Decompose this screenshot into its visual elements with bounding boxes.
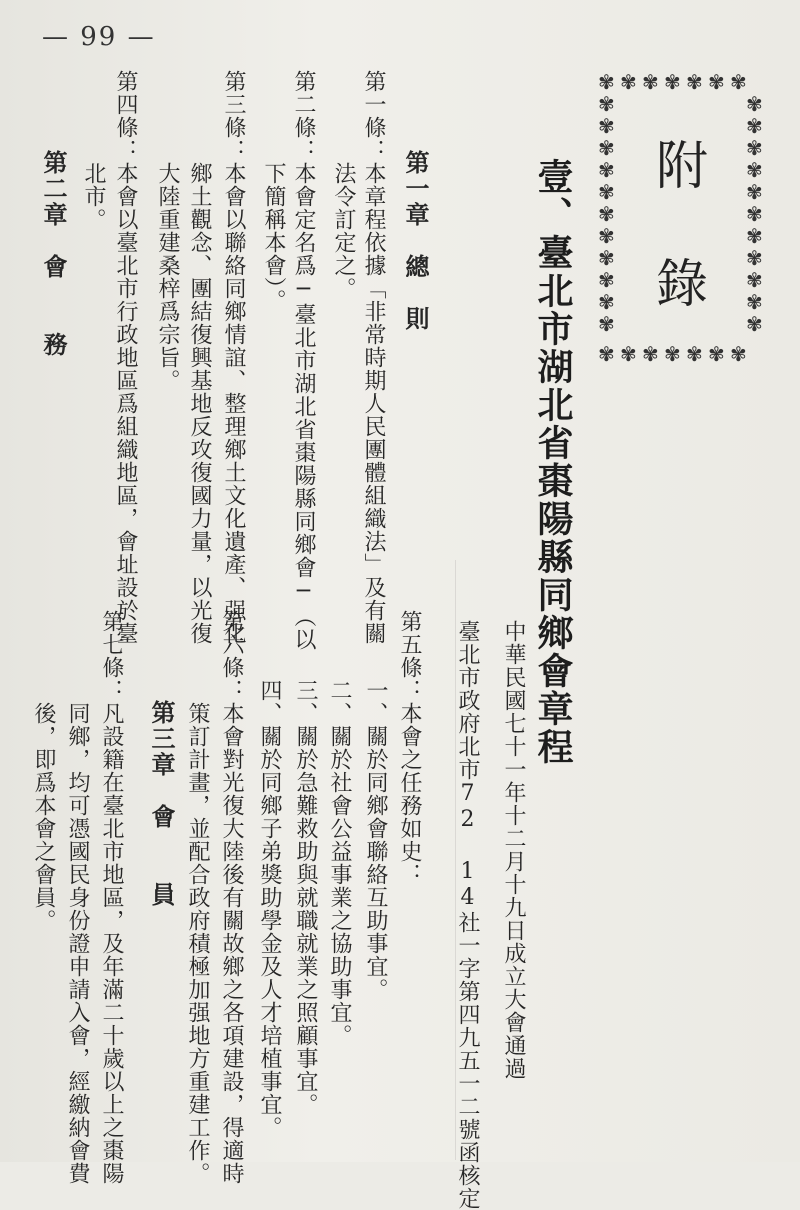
flower-ornament-icon: ✾ (730, 342, 747, 366)
flower-ornament-icon: ✾ (746, 114, 763, 138)
article-6-line-2: 策訂計畫，並配合政府積極加强地方重建工作。 (185, 610, 210, 1185)
appendix-frame (598, 72, 766, 364)
flower-ornament-icon: ✾ (730, 70, 747, 94)
flower-ornament-icon: ✾ (746, 158, 763, 182)
flower-ornament-icon: ✾ (746, 290, 763, 314)
article-5-line-1: 第五條：本會之任務如史： (397, 610, 422, 886)
chapter-2-title: 第二章 會 務 (39, 150, 68, 358)
flower-ornament-icon: ✾ (598, 202, 615, 226)
article-5-item-1: 一、關於同鄉會聯絡互助事宜。 (363, 610, 388, 1001)
article-1-line-1: 第一條：本章程依據「非常時期人民團體組織法」及有關 (361, 70, 386, 645)
document-title: 壹、臺北市湖北省棗陽縣同鄉會章程 (532, 158, 574, 766)
flower-ornament-icon: ✾ (598, 342, 615, 366)
article-3-line-3: 大陸重建桑梓爲宗旨。 (155, 70, 180, 392)
article-4-line-2: 北市。 (81, 70, 106, 231)
flower-ornament-icon: ✾ (746, 180, 763, 204)
flower-ornament-icon: ✾ (598, 136, 615, 160)
article-7-line-2: 同鄉，均可憑國民身份證申請入會，經繳納會費 (65, 610, 90, 1185)
article-5-item-4: 四、關於同鄉子弟獎助學金及人才培植事宜。 (257, 610, 282, 1139)
flower-ornament-icon: ✾ (598, 312, 615, 336)
article-2-line-2: 下簡稱本會）。 (261, 70, 286, 312)
article-4-line-1: 第四條：本會以臺北市行政地區爲組織地區，會址設於臺 (113, 70, 138, 645)
flower-ornament-icon: ✾ (664, 342, 681, 366)
appendix-char-2: 錄 (655, 255, 709, 315)
flower-ornament-icon: ✾ (746, 246, 763, 270)
flower-ornament-icon: ✾ (598, 180, 615, 204)
chapter-1-title: 第一章 總 則 (401, 150, 430, 332)
flower-ornament-icon: ✾ (598, 70, 615, 94)
flower-ornament-icon: ✾ (620, 70, 637, 94)
date-line-1: 中華民國七十一年十二月十九日成立大會通過 (501, 620, 526, 1080)
flower-ornament-icon: ✾ (598, 92, 615, 116)
article-3-line-1: 第三條：本會以聯絡同鄉情誼、整理鄉土文化遺產、强化 (221, 70, 246, 645)
flower-ornament-icon: ✾ (598, 114, 615, 138)
appendix-char-1: 附 (655, 137, 709, 197)
flower-ornament-icon: ✾ (708, 70, 725, 94)
flower-ornament-icon: ✾ (708, 342, 725, 366)
chapter-3-title: 第三章 會 員 (147, 700, 176, 908)
article-7-line-3: 後，即爲本會之會員。 (31, 610, 56, 932)
flower-ornament-icon: ✾ (746, 312, 763, 336)
flower-ornament-icon: ✾ (598, 246, 615, 270)
flower-ornament-icon: ✾ (746, 268, 763, 292)
flower-ornament-icon: ✾ (598, 290, 615, 314)
flower-ornament-icon: ✾ (598, 224, 615, 248)
page-number: — 99 — (42, 22, 156, 52)
flower-ornament-icon: ✾ (746, 92, 763, 116)
article-2-line-1: 第二條：本會定名爲─臺北市湖北省棗陽縣同鄉會─（以 (291, 70, 316, 651)
article-3-line-2: 鄉土觀念、團結復興基地反攻復國力量，以光復 (187, 70, 212, 645)
article-5-item-2: 二、關於社會公益事業之協助事宜。 (327, 610, 352, 1047)
flower-ornament-icon: ✾ (686, 70, 703, 94)
flower-ornament-icon: ✾ (746, 136, 763, 160)
flower-ornament-icon: ✾ (642, 342, 659, 366)
flower-ornament-icon: ✾ (746, 224, 763, 248)
article-6-line-1: 第六條：本會對光復大陸後有關故鄉之各項建設，得適時 (219, 610, 244, 1185)
flower-ornament-icon: ✾ (686, 342, 703, 366)
article-1-line-2: 法令訂定之。 (331, 70, 356, 300)
date-line-2: 臺北市政府北市72 14社一字第四九五一二號函核定 (455, 620, 480, 1210)
flower-ornament-icon: ✾ (598, 268, 615, 292)
flower-ornament-icon: ✾ (746, 202, 763, 226)
flower-ornament-icon: ✾ (664, 70, 681, 94)
article-7-line-1: 第七條：凡設籍在臺北市地區，及年滿二十歲以上之棗陽 (99, 610, 124, 1185)
flower-ornament-icon: ✾ (642, 70, 659, 94)
flower-ornament-icon: ✾ (620, 342, 637, 366)
article-5-item-3: 三、關於急難救助與就職就業之照顧事宜。 (293, 610, 318, 1116)
flower-ornament-icon: ✾ (598, 158, 615, 182)
